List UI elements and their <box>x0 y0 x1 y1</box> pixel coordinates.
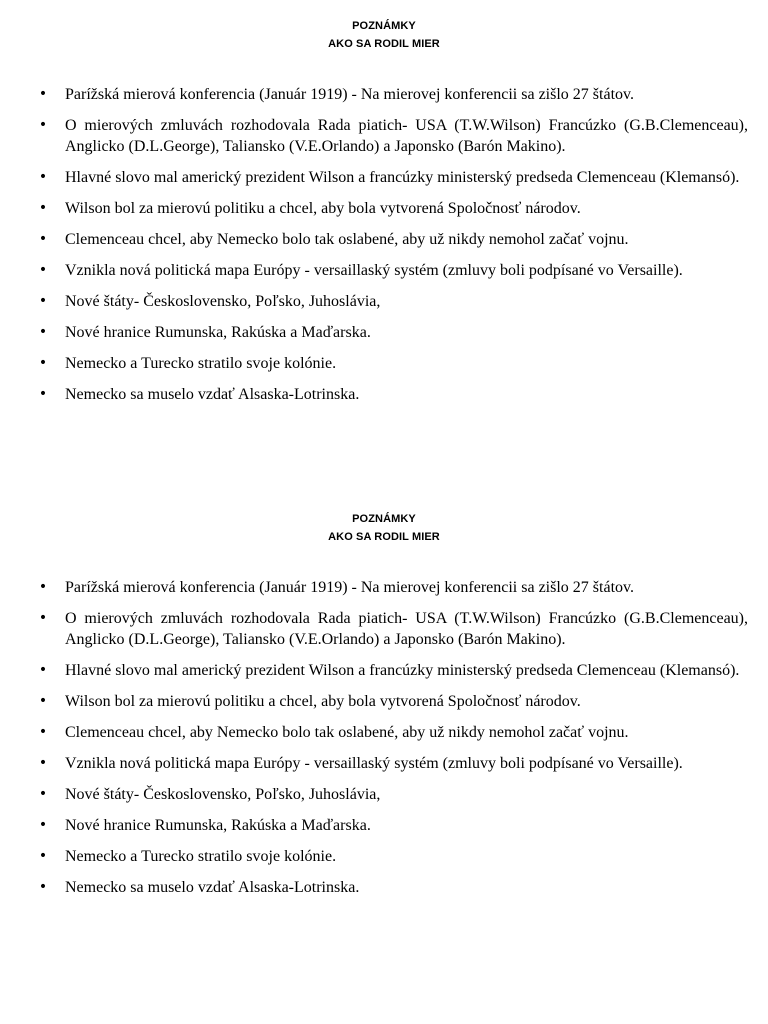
list-item <box>0 877 768 898</box>
list-item-text: Hlavné slovo mal americký prezident Wilson a francúzky ministerský predseda Clemenceau (Klemansó). <box>65 662 740 679</box>
list-item-text: Clemenceau chcel, aby Nemecko bolo tak oslabené, aby už nikdy nemohol začať vojnu. <box>65 724 629 741</box>
bullet-icon: • <box>38 293 48 309</box>
list-item <box>0 846 768 867</box>
list-item <box>0 167 768 188</box>
list-item-text: Nové hranice Rumunska, Rakúska a Maďarska. <box>65 324 371 341</box>
list-item <box>0 784 768 805</box>
list-item <box>0 322 768 343</box>
list-item <box>0 229 768 250</box>
list-item <box>0 198 768 219</box>
bullet-icon: • <box>38 169 48 185</box>
list-item <box>0 815 768 836</box>
list-item <box>0 753 768 774</box>
list-item-text: Nemecko sa muselo vzdať Alsaska-Lotrinska. <box>65 386 360 403</box>
list-item-text: Wilson bol za mierovú politiku a chcel, aby bola vytvorená Spoločnosť národov. <box>65 693 581 710</box>
bullet-icon: • <box>38 817 48 833</box>
notes-section-2 <box>0 510 768 898</box>
title-line-topic: AKO SA RODIL MIER <box>328 531 440 543</box>
section-title <box>0 510 768 546</box>
list-item-text: Nemecko a Turecko stratilo svoje kolónie. <box>65 848 337 865</box>
bullet-icon: • <box>38 724 48 740</box>
list-item-text: Hlavné slovo mal americký prezident Wilson a francúzky ministerský predseda Clemenceau (Klemansó). <box>65 169 740 186</box>
list-item <box>0 608 768 650</box>
bullet-icon: • <box>38 117 48 133</box>
title-line-topic: AKO SA RODIL MIER <box>328 38 440 50</box>
list-item-text: Clemenceau chcel, aby Nemecko bolo tak oslabené, aby už nikdy nemohol začať vojnu. <box>65 231 629 248</box>
bullet-icon: • <box>38 848 48 864</box>
list-item <box>0 384 768 405</box>
list-item-text: Nemecko sa muselo vzdať Alsaska-Lotrinska. <box>65 879 360 896</box>
list-item <box>0 353 768 374</box>
list-item-text: O mierových zmluvách rozhodovala Rada piatich- USA (T.W.Wilson) Francúzko (G.B.Clemenceau), Anglicko (D.L.George), Taliansko (V.E.Orlando) a Japonsko (Barón Makino). <box>65 610 748 648</box>
bullet-icon: • <box>38 355 48 371</box>
bullet-icon: • <box>38 231 48 247</box>
list-item-text: Vznikla nová politická mapa Európy - versaillaský systém (zmluvy boli podpísané vo Versaille). <box>65 755 683 772</box>
bullet-icon: • <box>38 386 48 402</box>
notes-section-1 <box>0 17 768 405</box>
list-item <box>0 577 768 598</box>
title-line-notes: POZNÁMKY <box>352 20 416 32</box>
list-item <box>0 84 768 105</box>
bullet-icon: • <box>38 262 48 278</box>
list-item <box>0 691 768 712</box>
bullet-icon: • <box>38 693 48 709</box>
bullet-icon: • <box>38 879 48 895</box>
list-item-text: Nové štáty- Československo, Poľsko, Juhoslávia, <box>65 786 381 803</box>
list-item-text: Wilson bol za mierovú politiku a chcel, aby bola vytvorená Spoločnosť národov. <box>65 200 581 217</box>
list-item-text: Nemecko a Turecko stratilo svoje kolónie. <box>65 355 337 372</box>
bullet-icon: • <box>38 786 48 802</box>
list-item-text: O mierových zmluvách rozhodovala Rada piatich- USA (T.W.Wilson) Francúzko (G.B.Clemenceau), Anglicko (D.L.George), Taliansko (V.E.Orlando) a Japonsko (Barón Makino). <box>65 117 748 155</box>
list-item-text: Nové štáty- Československo, Poľsko, Juhoslávia, <box>65 293 381 310</box>
list-item <box>0 291 768 312</box>
list-item-text: Parížská mierová konferencia (Január 1919) - Na mierovej konferencii sa zišlo 27 štátov. <box>65 86 634 103</box>
bullet-icon: • <box>38 324 48 340</box>
bullet-icon: • <box>38 200 48 216</box>
list-item <box>0 660 768 681</box>
list-item <box>0 722 768 743</box>
bullet-icon: • <box>38 610 48 626</box>
title-line-notes: POZNÁMKY <box>352 513 416 525</box>
list-item-text: Parížská mierová konferencia (Január 1919) - Na mierovej konferencii sa zišlo 27 štátov. <box>65 579 634 596</box>
list-item-text: Vznikla nová politická mapa Európy - versaillaský systém (zmluvy boli podpísané vo Versaille). <box>65 262 683 279</box>
section-title <box>0 17 768 53</box>
bullet-icon: • <box>38 86 48 102</box>
list-item-text: Nové hranice Rumunska, Rakúska a Maďarska. <box>65 817 371 834</box>
bullet-icon: • <box>38 755 48 771</box>
list-item <box>0 115 768 157</box>
notes-list <box>0 84 768 405</box>
bullet-icon: • <box>38 662 48 678</box>
notes-list <box>0 577 768 898</box>
bullet-icon: • <box>38 579 48 595</box>
list-item <box>0 260 768 281</box>
